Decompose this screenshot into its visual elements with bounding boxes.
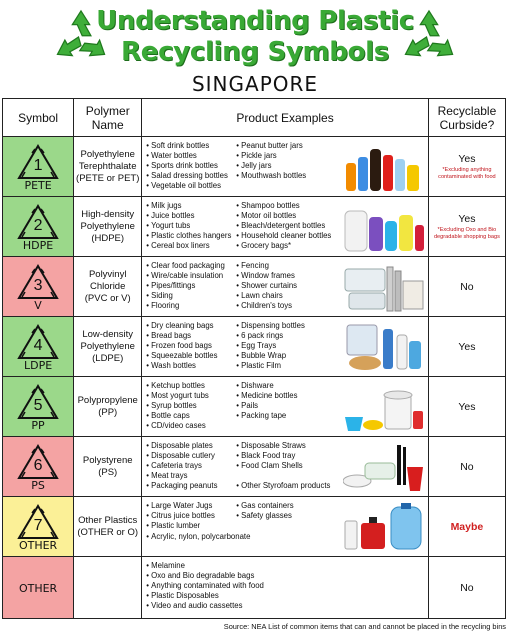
table-row bbox=[3, 257, 506, 317]
table-row bbox=[3, 497, 506, 557]
recycling-table bbox=[2, 98, 506, 619]
products-cell: • Disposable plates • Disposable cutlery • Cafeteria trays • Meat trays • Packaging peanuts • Disposable Straws • Black Food tray • Food Clam Shells • Other Styrofoam products bbox=[142, 437, 429, 497]
symbol-cell bbox=[3, 197, 74, 257]
polymer-cell: Low-density Polyethylene (LDPE) bbox=[74, 317, 142, 377]
symbol-header: Symbol bbox=[3, 99, 74, 137]
title-line-1: Understanding Plastic bbox=[96, 6, 414, 36]
products-cell: • Dry cleaning bags • Bread bags • Frozen food bags • Squeezable bottles • Wash bottles • Dispensing bottles • 6 pack rings • Egg Trays • Bubble Wrap • Plastic Film bbox=[142, 317, 429, 377]
symbol-cell bbox=[3, 257, 74, 317]
resin-abbr: PS bbox=[31, 478, 45, 492]
polymer-cell bbox=[74, 557, 142, 619]
recyclable-cell: No bbox=[428, 257, 505, 317]
polymer-cell: Polyethylene Terephthalate (PETE or PET) bbox=[74, 137, 142, 197]
symbol-cell bbox=[3, 137, 74, 197]
jugs-image bbox=[343, 201, 425, 253]
recyclable-header: Recyclable Curbside? bbox=[428, 99, 505, 137]
pvc-items-image bbox=[343, 261, 425, 313]
symbol-cell bbox=[3, 437, 74, 497]
polymer-cell: High-density Polyethylene (HDPE) bbox=[74, 197, 142, 257]
resin-abbr: V bbox=[34, 298, 42, 312]
resin-code: 7 bbox=[33, 516, 43, 534]
table-row bbox=[3, 437, 506, 497]
table-row bbox=[3, 197, 506, 257]
resin-abbr: OTHER bbox=[18, 538, 58, 552]
products-cell: • Clear food packaging • Wire/cable insulation • Pipes/fittings • Siding • Flooring • Fencing • Window frames • Shower curtains • Lawn chairs • Children's toys bbox=[142, 257, 429, 317]
polymer-cell: Polyvinyl Chloride (PVC or V) bbox=[74, 257, 142, 317]
table-row bbox=[3, 137, 506, 197]
resin-abbr: PETE bbox=[24, 178, 52, 192]
recyclable-cell: Yes *Excluding anything contaminated with food bbox=[428, 137, 505, 197]
products-cell: • Milk jugs • Juice bottles • Yogurt tubs • Plastic clothes hangers • Cereal box liners • Shampoo bottles • Motor oil bottles • Bleach/detergent bottles • Household cleaner bottles • Grocery bags* bbox=[142, 197, 429, 257]
country-label: SINGAPORE bbox=[191, 72, 319, 96]
table-row bbox=[3, 317, 506, 377]
recyclable-cell: Yes bbox=[428, 377, 505, 437]
products-cell: • Soft drink bottles • Water bottles • Sports drink bottles • Salad dressing bottles • Vegetable oil bottles • Peanut butter jars • Pickle jars • Jelly jars • Mouthwash bottles bbox=[142, 137, 429, 197]
resin-code: 1 bbox=[33, 156, 43, 174]
table-row bbox=[3, 377, 506, 437]
title-line-2: Recycling Symbols bbox=[121, 37, 389, 67]
source-note: Source: NEA List of common items that can and cannot be placed in the recycling bins bbox=[223, 622, 506, 631]
polymer-cell: Polypropylene (PP) bbox=[74, 377, 142, 437]
products-cell: • Large Water Jugs • Citrus juice bottles • Plastic lumber • Gas containers • Safety glasses • Acrylic, nylon, polycarbonate bbox=[142, 497, 429, 557]
polymer-header: Polymer Name bbox=[74, 99, 142, 137]
symbol-cell bbox=[3, 317, 74, 377]
recyclable-cell: Yes bbox=[428, 317, 505, 377]
products-header: Product Examples bbox=[142, 99, 429, 137]
resin-abbr: LDPE bbox=[23, 358, 53, 372]
resin-abbr: HDPE bbox=[22, 238, 54, 252]
symbol-cell bbox=[3, 557, 74, 619]
table-row bbox=[3, 557, 506, 619]
recyclable-cell: Yes *Excluding Oxo and Bio degradable shopping bags bbox=[428, 197, 505, 257]
header bbox=[0, 0, 510, 100]
resin-code: 4 bbox=[33, 336, 43, 354]
recyclable-cell: No bbox=[428, 557, 505, 619]
resin-abbr: OTHER bbox=[18, 581, 58, 595]
pp-items-image bbox=[343, 381, 425, 433]
recyclable-cell: Maybe bbox=[428, 497, 505, 557]
products-cell: • Melamine • Oxo and Bio degradable bags • Anything contaminated with food • Plastic Disposables • Video and audio cassettes bbox=[142, 557, 429, 619]
resin-code: 5 bbox=[33, 396, 43, 414]
resin-code: 3 bbox=[33, 276, 43, 294]
bottles-image bbox=[343, 141, 425, 193]
recycle-icon bbox=[398, 6, 460, 68]
polymer-cell: Polystyrene (PS) bbox=[74, 437, 142, 497]
resin-abbr: PP bbox=[31, 418, 45, 432]
symbol-cell bbox=[3, 377, 74, 437]
header-row bbox=[3, 99, 506, 137]
resin-code: 2 bbox=[33, 216, 43, 234]
ldpe-items-image bbox=[343, 321, 425, 373]
symbol-cell bbox=[3, 497, 74, 557]
products-cell: • Ketchup bottles • Most yogurt tubs • Syrup bottles • Bottle caps • CD/video cases • Dishware • Medicine bottles • Pails • Packing tape bbox=[142, 377, 429, 437]
polymer-cell: Other Plastics (OTHER or O) bbox=[74, 497, 142, 557]
ps-items-image bbox=[343, 441, 425, 493]
other-plastics-image bbox=[343, 501, 425, 553]
recyclable-cell: No bbox=[428, 437, 505, 497]
resin-code: 6 bbox=[33, 456, 43, 474]
